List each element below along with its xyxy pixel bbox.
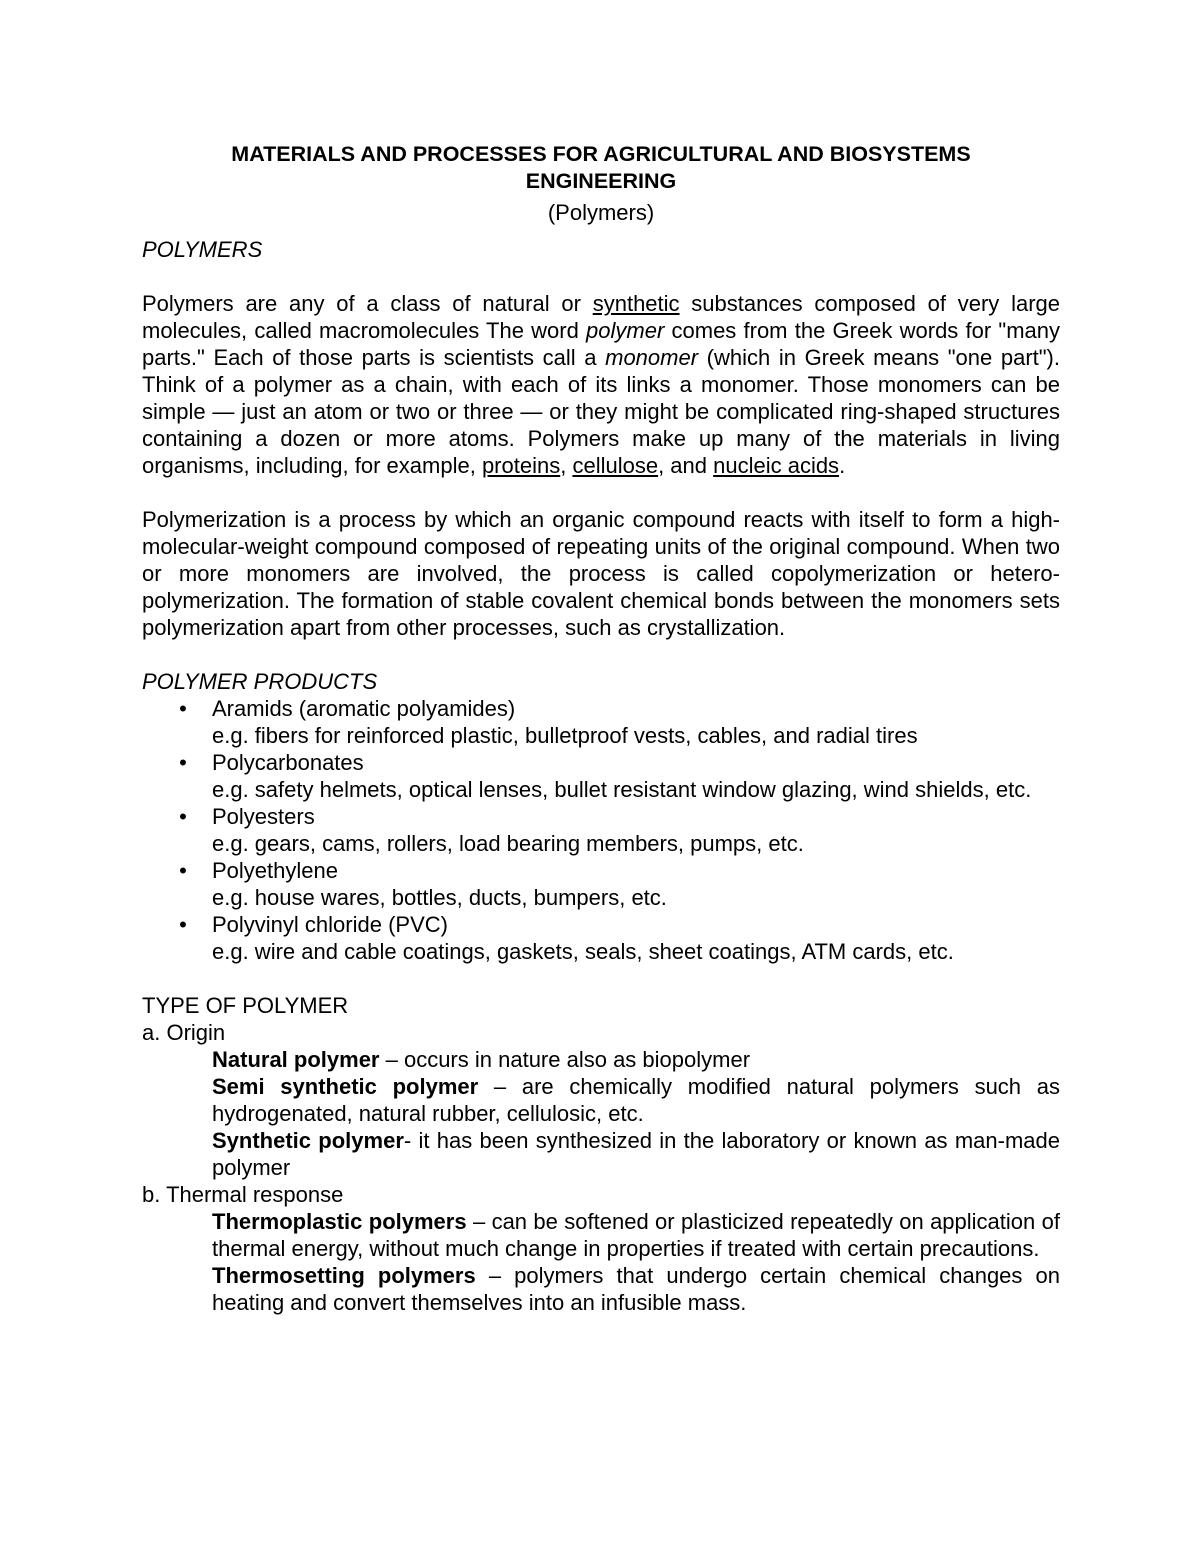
subheading-origin: a. Origin: [142, 1020, 226, 1045]
title-line-1: MATERIALS AND PROCESSES FOR AGRICULTURAL AND BIOSYSTEMS: [231, 142, 971, 166]
product-name: Polyvinyl chloride (PVC): [212, 912, 448, 937]
thermal-item-thermosetting: [142, 1262, 1060, 1316]
bullet-icon: •: [179, 696, 187, 721]
product-example: e.g. gears, cams, rollers, load bearing members, pumps, etc.: [212, 831, 804, 856]
thermal-desc: – can be softened or plasticized repeatedly on application of thermal energy, without much change in properties if treated with certain precautions.: [212, 1209, 1060, 1261]
document-title: [142, 141, 1060, 195]
term-thermoplastic-polymers: Thermoplastic polymers: [212, 1209, 467, 1234]
term-monomer: monomer: [605, 345, 699, 370]
list-item: [142, 911, 1060, 965]
link-proteins: proteins: [481, 453, 561, 478]
product-example: e.g. wire and cable coatings, gaskets, seals, sheet coatings, ATM cards, etc.: [212, 939, 954, 964]
origin-desc: – occurs in nature also as biopolymer: [379, 1047, 751, 1072]
origin-item-semi-synthetic: [142, 1073, 1060, 1127]
term-semi-synthetic-polymer: Semi synthetic polymer: [212, 1074, 479, 1099]
para1-text-5: ,: [560, 453, 573, 478]
bullet-icon: •: [179, 750, 187, 775]
product-name: Polyethylene: [212, 858, 338, 883]
link-cellulose: cellulose: [572, 453, 659, 478]
product-name: Polycarbonates: [212, 750, 364, 775]
product-example: e.g. house wares, bottles, ducts, bumpers, etc.: [212, 885, 667, 910]
link-nucleic-acids: nucleic acids: [713, 453, 840, 478]
subheading-thermal-response: b. Thermal response: [142, 1182, 344, 1207]
thermal-desc: – polymers that undergo certain chemical changes on heating and convert themselves into an infusible mass.: [212, 1263, 1060, 1315]
para1-text-6: , and: [658, 453, 714, 478]
title-line-2: ENGINEERING: [525, 169, 677, 193]
para1-text-7: .: [839, 453, 846, 478]
product-name: Polyesters: [212, 804, 315, 829]
para1-text-4: (which in Greek means "one part"). Think of a polymer as a chain, with each of its links a monomer. Those monomers can be simple — just an atom or two or three — or they might be complicated ring-shaped structures containing a dozen or more atoms. Polymers make up many of the materials in living organisms, including, for example,: [142, 345, 1060, 478]
bullet-icon: •: [179, 804, 187, 829]
bullet-icon: •: [179, 912, 187, 937]
term-synthetic-polymer: Synthetic polymer: [212, 1128, 404, 1153]
polymer-products-list: [142, 695, 1060, 965]
list-item: [142, 695, 1060, 749]
list-item: [142, 749, 1060, 803]
origin-item-natural: [142, 1046, 1060, 1073]
product-example: e.g. safety helmets, optical lenses, bullet resistant window glazing, wind shields, etc.: [212, 777, 1032, 802]
term-polymer: polymer: [586, 318, 665, 343]
section-heading-type-of-polymer: TYPE OF POLYMER: [142, 993, 349, 1018]
paragraph-polymers-definition: [142, 290, 1060, 479]
para1-text-1: Polymers are any of a class of natural or: [142, 291, 593, 316]
paragraph-polymerization: Polymerization is a process by which an organic compound reacts with itself to form a high-molecular-weight compound composed of repeating units of the original compound. When two or more monomers are involved, the process is called copolymerization or hetero-polymerization. The formation of stable covalent chemical bonds between the monomers sets polymerization apart from other processes, such as crystallization.: [142, 507, 1060, 640]
thermal-item-thermoplastic: [142, 1208, 1060, 1262]
document-content: [142, 141, 1060, 1316]
term-thermosetting-polymers: Thermosetting polymers: [212, 1263, 476, 1288]
list-item: [142, 803, 1060, 857]
origin-item-synthetic: [142, 1127, 1060, 1181]
origin-desc: - it has been synthesized in the laboratory or known as man-made polymer: [212, 1128, 1060, 1180]
para1-text-3: comes from the Greek words for "many parts." Each of those parts is scientists call a: [142, 318, 1061, 370]
document-subtitle: (Polymers): [547, 200, 655, 225]
list-item: [142, 857, 1060, 911]
product-name: Aramids (aromatic polyamides): [212, 696, 516, 721]
para1-text-2: substances composed of very large molecules, called macromolecules The word: [142, 291, 1060, 343]
link-synthetic: synthetic: [592, 291, 680, 316]
bullet-icon: •: [179, 858, 187, 883]
section-heading-polymer-products: POLYMER PRODUCTS: [142, 669, 378, 694]
section-heading-polymers: POLYMERS: [142, 237, 263, 262]
term-natural-polymer: Natural polymer: [212, 1047, 380, 1072]
origin-desc: – are chemically modified natural polymers such as hydrogenated, natural rubber, cellulosic, etc.: [212, 1074, 1060, 1126]
product-example: e.g. fibers for reinforced plastic, bulletproof vests, cables, and radial tires: [212, 723, 918, 748]
